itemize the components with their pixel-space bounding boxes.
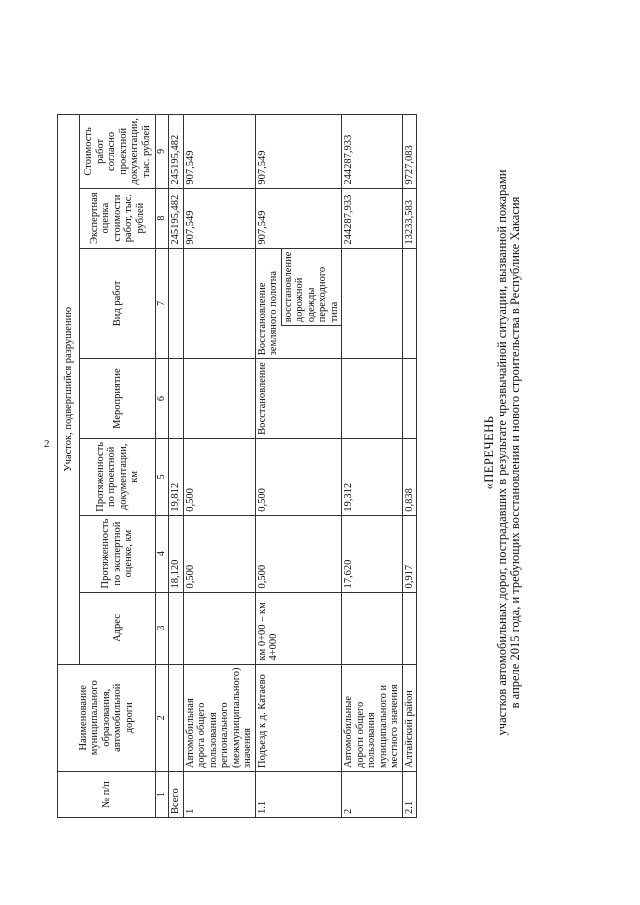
document-title: «ПЕРЕЧЕНЬ [482, 415, 496, 490]
table-row [402, 115, 417, 818]
roads-table [57, 114, 417, 818]
cell-name [169, 664, 184, 771]
header-len-expert: Протяженность по экспертной оценке, км [80, 515, 156, 592]
column-number: 1 [156, 772, 169, 818]
cell-num: 2 [342, 772, 403, 818]
cell-len-expert: 0,500 [183, 515, 255, 592]
cell-address [183, 592, 255, 664]
cell-measure [183, 359, 255, 439]
cell-project-cost: 907,549 [255, 115, 342, 188]
column-number: 4 [156, 515, 169, 592]
cell-name: Автомобильные дороги общего пользования муниципального и местного значения [342, 664, 403, 771]
cell-measure [402, 359, 417, 439]
cell-work [183, 248, 255, 359]
cell-measure [342, 359, 403, 439]
cell-address [402, 592, 417, 664]
cell-project-cost: 245195,482 [169, 115, 184, 188]
cell-name: Автомобильная дорога общего пользования регионального (межмуниципального) значения [183, 664, 255, 771]
column-numbers-row [156, 115, 169, 818]
cell-expert-cost: 245195,482 [169, 188, 184, 248]
column-number: 3 [156, 592, 169, 664]
cell-address: км 0+00 – км 4+000 [255, 592, 342, 664]
column-number: 7 [156, 248, 169, 359]
column-number: 5 [156, 438, 169, 515]
cell-len-expert: 17,620 [342, 515, 403, 592]
cell-len-expert: 0,500 [255, 515, 342, 592]
cell-num: 2.1 [402, 772, 417, 818]
document-subtitle-line-2: в апреле 2015 года, и требующих восстановления и нового строительства в Республике Хакасия [508, 196, 522, 709]
header-address: Адрес [80, 592, 156, 664]
table-row [169, 115, 184, 818]
cell-len-project: 19,812 [169, 438, 184, 515]
cell-work [169, 248, 184, 359]
header-project-cost: Стоимость работ согласно проектной документации, тыс. рублей [80, 115, 156, 188]
cell-project-cost: 907,549 [183, 115, 255, 188]
cell-len-expert: 0,917 [402, 515, 417, 592]
cell-len-project: 0,838 [402, 438, 417, 515]
header-num: № п/п [58, 772, 156, 818]
cell-num: 1 [183, 772, 255, 818]
header-expert-cost: Экспертная оценка стоимости работ, тыс. рублей [80, 188, 156, 248]
cell-len-project: 19,312 [342, 438, 403, 515]
cell-expert-cost: 13233,583 [402, 188, 417, 248]
cell-num: Всего [169, 772, 184, 818]
cell-measure [169, 359, 184, 439]
cell-len-project: 0,500 [255, 438, 342, 515]
table-row [183, 115, 255, 818]
page-number: 2 [44, 438, 50, 450]
cell-project-cost: 244287,933 [342, 115, 403, 188]
document-subtitle-line-1: участков автомобильных дорог, пострадавших в результате чрезвычайной ситуации, вызванной пожарами [495, 169, 509, 736]
cell-measure: Восстановление [255, 359, 342, 439]
column-number: 8 [156, 188, 169, 248]
header-name: Наименование муниципального образования, автомобильной дороги [58, 664, 156, 771]
cell-work [402, 248, 417, 359]
cell-address [342, 592, 403, 664]
cell-work-sub: восстановление дорожной одежды переходного типа [281, 249, 342, 327]
cell-project-cost: 9727,083 [402, 115, 417, 188]
table-row [342, 115, 403, 818]
cell-expert-cost: 907,549 [183, 188, 255, 248]
cell-name: Алтайский район [402, 664, 417, 771]
cell-len-project: 0,500 [183, 438, 255, 515]
column-number: 6 [156, 359, 169, 439]
cell-expert-cost: 907,549 [255, 188, 342, 248]
cell-name: Подъезд к д. Катаево [255, 664, 342, 771]
header-work: Вид работ [80, 248, 156, 359]
cell-expert-cost: 244287,933 [342, 188, 403, 248]
cell-address [169, 592, 184, 664]
table-row [255, 115, 342, 818]
cell-len-expert: 18,120 [169, 515, 184, 592]
cell-work-main: Восстановление земляного полотна [256, 270, 279, 356]
column-number: 2 [156, 664, 169, 771]
cell-num: 1.1 [255, 772, 342, 818]
column-number: 9 [156, 115, 169, 188]
header-len-project: Протяженность по проектной документации, км [80, 438, 156, 515]
cell-work [342, 248, 403, 359]
header-measure: Мероприятие [80, 359, 156, 439]
cell-work [255, 248, 342, 359]
header-group: Участок, подвергшийся разрушению [58, 115, 80, 664]
